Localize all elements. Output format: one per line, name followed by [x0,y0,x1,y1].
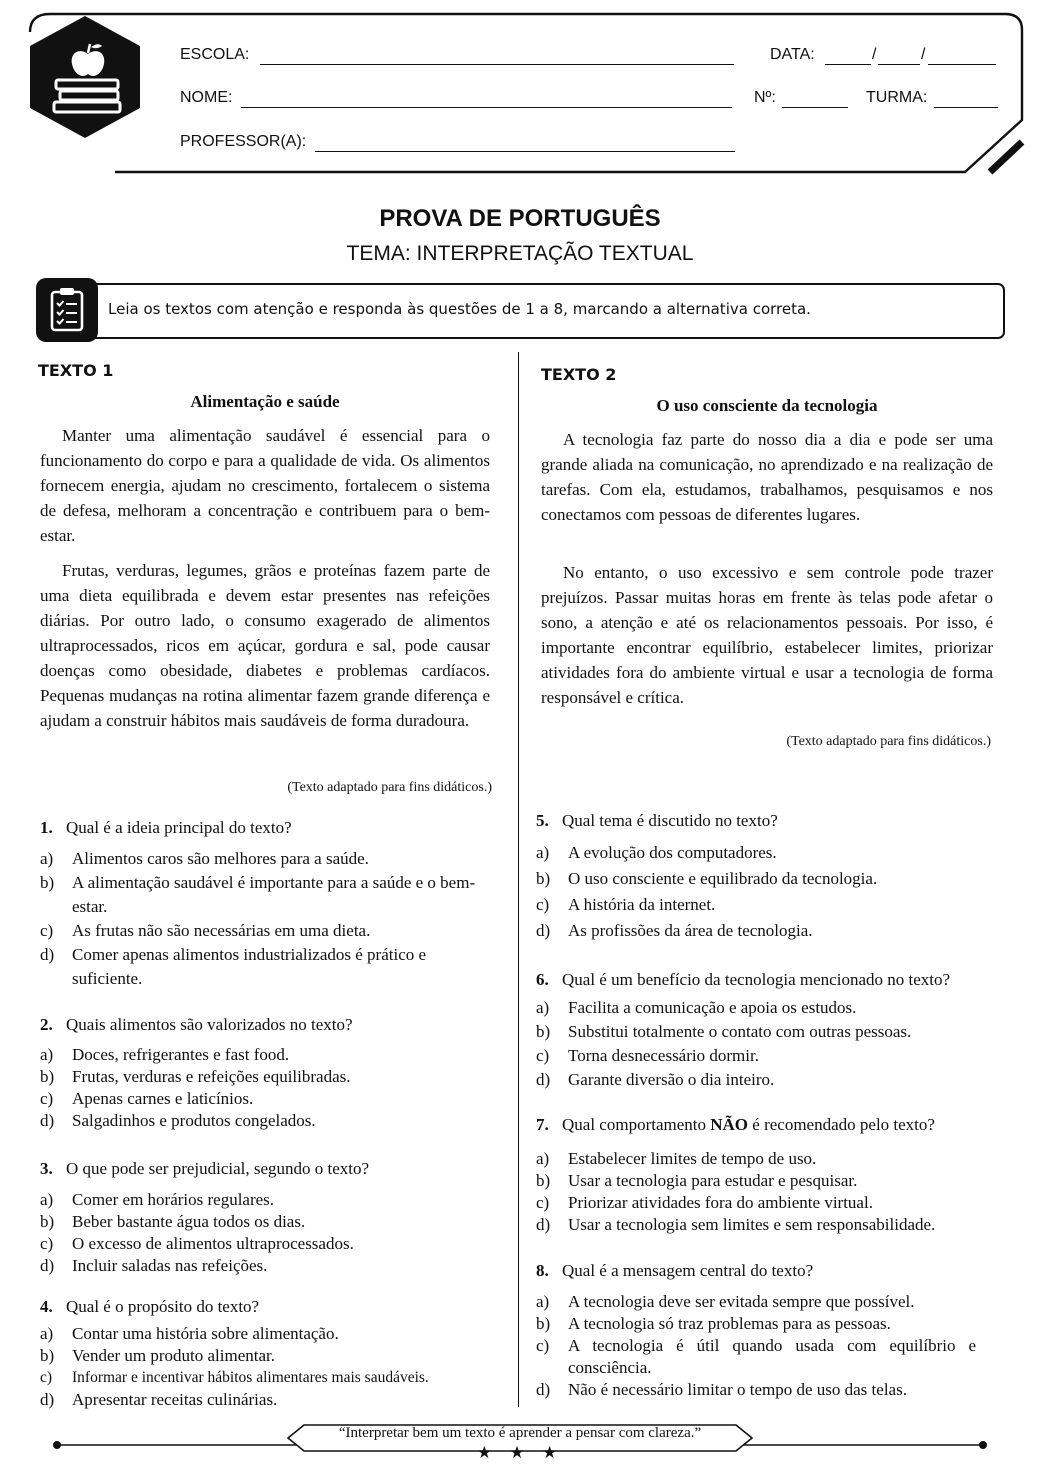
texto1-source: (Texto adaptado para fins didáticos.) [287,780,492,795]
instruction-text: Leia os textos com atenção e responda às questões de 1 a 8, marcando a alternativa correta. [108,300,811,318]
option-text: O uso consciente e equilibrado da tecnologia. [568,869,878,888]
option-letter: b) [536,1022,551,1041]
professor-label: PROFESSOR(A): [180,133,307,150]
question-number: 4. [40,1297,53,1316]
texto1-label: TEXTO 1 [38,361,114,380]
texto2-source: (Texto adaptado para fins didáticos.) [786,734,991,749]
option-letter: a) [536,1149,550,1168]
texto1-paragraph: Frutas, verduras, legumes, grãos e proteínas fazem parte de uma dieta equilibrada e devem estar presentes nas refeições diárias. Por outro lado, o consumo exagerado de alimentos ultraprocessados, ricos em açúcar, gordura e sal, pode causar doenças como obesidade, diabetes e problemas cardíacos. Pequenas mudanças na rotina alimentar fazem grande diferença e ajudam a construir hábitos mais saudáveis de forma duradoura. [40,561,490,730]
option-text: Frutas, verduras e refeições equilibradas. [72,1067,351,1086]
instruction-badge [36,278,98,342]
option-text: As profissões da área de tecnologia. [568,921,813,940]
professor-field[interactable] [315,151,735,152]
option-letter: b) [40,1212,55,1231]
data-day-field[interactable] [825,64,871,65]
option-a[interactable] [40,1189,500,1211]
option-text: Vender um produto alimentar. [72,1346,276,1365]
option-letter: c) [40,921,54,940]
escola-label: ESCOLA: [180,46,250,63]
nome-field[interactable] [241,107,732,108]
question-8-options [536,1291,976,1401]
clipboard-icon [36,278,98,342]
question-7-options [536,1148,1006,1236]
option-text: O excesso de alimentos ultraprocessados. [72,1234,354,1253]
option-letter: d) [536,1215,551,1234]
option-letter: d) [40,1390,55,1409]
question-4-options [40,1323,510,1411]
question-number: 6. [536,970,549,989]
option-text: Apenas carnes e laticínios. [72,1089,254,1108]
question-3-options [40,1189,500,1277]
option-text: Contar uma história sobre alimentação. [72,1324,339,1343]
question-number: 1. [40,818,53,837]
option-text: Informar e incentivar hábitos alimentares mais saudáveis. [72,1369,429,1386]
option-text: A tecnologia é útil quando usada com equilíbrio e consciência. [568,1336,976,1377]
option-letter: a) [40,1190,54,1209]
nome-label: NOME: [180,89,233,106]
question-text: O que pode ser prejudicial, segundo o texto? [66,1159,370,1178]
option-letter: c) [536,1336,550,1355]
option-c[interactable] [536,1044,996,1068]
option-letter: b) [40,1067,55,1086]
page-subtitle: TEMA: INTERPRETAÇÃO TEXTUAL [346,242,694,265]
texto1-title: Alimentação e saúde [190,392,340,411]
option-letter: a) [40,1324,54,1343]
texto2-label: TEXTO 2 [541,365,617,384]
option-text: Salgadinhos e produtos congelados. [72,1111,316,1130]
option-a[interactable] [536,840,996,866]
option-text: Comer apenas alimentos industrializados é prático e suficiente. [72,945,427,988]
option-text: Apresentar receitas culinárias. [72,1390,278,1409]
escola-field[interactable] [260,64,734,65]
option-b[interactable] [40,871,488,919]
option-letter: a) [536,998,550,1017]
option-text: A evolução dos computadores. [568,843,777,862]
option-letter: d) [40,1256,55,1275]
option-d[interactable] [536,1068,996,1092]
option-letter: a) [40,1045,54,1064]
option-letter: d) [536,1380,551,1399]
question-3 [40,1159,500,1179]
question-number: 2. [40,1015,53,1034]
question-4 [40,1297,500,1317]
option-text: Estabelecer limites de tempo de uso. [568,1149,817,1168]
option-text: Usar a tecnologia sem limites e sem responsabilidade. [568,1215,936,1234]
data-separator: / [921,46,926,63]
option-text: A alimentação saudável é importante para a saúde e o bem-estar. [72,873,476,916]
option-letter: b) [536,1314,551,1333]
option-letter: b) [536,1171,551,1190]
option-letter: a) [536,1292,550,1311]
option-b[interactable] [536,866,996,892]
option-letter: c) [536,1046,550,1065]
option-b[interactable] [40,1345,510,1367]
option-letter: d) [40,1111,55,1130]
option-letter: c) [536,895,550,914]
option-b[interactable] [536,1020,996,1044]
question-text: Qual é um benefício da tecnologia mencionado no texto? [562,970,951,989]
question-text: Qual tema é discutido no texto? [562,811,778,830]
question-2 [40,1015,500,1035]
option-letter: d) [536,921,551,940]
texto2-paragraph: No entanto, o uso excessivo e sem controle pode trazer prejuízos. Passar muitas horas em frente às telas pode afetar o sono, a atenção e até os relacionamentos pessoais. Por isso, é importante encontrar equilíbrio, estabelecer limites, priorizar atividades fora do ambiente virtual e usar a tecnologia de forma responsável e crítica. [541,563,993,707]
option-text: A história da internet. [568,895,716,914]
option-b[interactable] [40,1066,500,1088]
option-text: Usar a tecnologia para estudar e pesquisar. [568,1171,858,1190]
option-letter: d) [40,945,55,964]
texto2-title: O uso consciente da tecnologia [656,396,878,415]
option-b[interactable] [40,1211,500,1233]
question-6 [536,970,1006,990]
question-text: Qual é o propósito do texto? [66,1297,260,1316]
question-5-options [536,840,996,944]
question-number: 5. [536,811,549,830]
question-number: 8. [536,1261,549,1280]
question-text: Qual comportamento [562,1115,711,1134]
option-text: Facilita a comunicação e apoia os estudos. [568,998,857,1017]
option-text: Torna desnecessário dormir. [568,1046,759,1065]
option-c[interactable] [536,892,996,918]
option-a[interactable] [40,1323,510,1345]
option-letter: c) [536,1193,550,1212]
data-month-field[interactable] [878,64,920,65]
question-2-options [40,1044,500,1132]
option-text: Alimentos caros são melhores para a saúde. [72,849,369,868]
option-d[interactable] [40,1255,500,1277]
option-letter: c) [40,1234,54,1253]
option-c[interactable] [40,919,488,943]
option-text: Comer em horários regulares. [72,1190,275,1209]
data-label: DATA: [770,46,815,63]
question-5 [536,811,996,831]
option-a[interactable] [536,996,996,1020]
option-text: Garante diversão o dia inteiro. [568,1070,775,1089]
question-1-options [40,847,488,991]
footer-quote: “Interpretar bem um texto é aprender a pensar com clareza.” [338,1425,702,1441]
question-8 [536,1261,996,1281]
option-c[interactable] [40,1233,500,1255]
option-d[interactable] [536,1214,1006,1236]
data-year-field[interactable] [928,64,996,65]
option-a[interactable] [536,1291,976,1313]
question-number: 3. [40,1159,53,1178]
option-c[interactable] [536,1335,976,1379]
option-c[interactable] [40,1088,500,1110]
option-letter: a) [40,849,54,868]
option-letter: d) [536,1070,551,1089]
turma-field[interactable] [934,107,998,108]
option-letter: a) [536,843,550,862]
data-separator: / [872,46,877,63]
option-text: A tecnologia só traz problemas para as pessoas. [568,1314,891,1333]
option-c[interactable] [40,1367,510,1389]
option-a[interactable] [40,847,488,871]
question-6-options [536,996,996,1092]
question-text: Qual é a ideia principal do texto? [66,818,292,837]
texto2-paragraph: A tecnologia faz parte do nosso dia a dia e pode ser uma grande aliada na comunicação, no aprendizado e na realização de tarefas. Com ela, estudamos, trabalhamos, pesquisamos e nos conectamos com pessoas de diferentes lugares. [541,430,993,524]
question-text: Qual é a mensagem central do texto? [562,1261,814,1280]
option-letter: b) [40,873,55,892]
question-1 [40,818,500,838]
option-b[interactable] [536,1170,1006,1192]
option-a[interactable] [40,1044,500,1066]
numero-label: Nº: [754,89,776,106]
option-text: Substitui totalmente o contato com outras pessoas. [568,1022,912,1041]
texto1-paragraph: Manter uma alimentação saudável é essencial para o funcionamento do corpo e para a qualidade de vida. Os alimentos fornecem energia, ajudam no crescimento, fortalecem o sistema de defesa, melhoram a concentração e contribuem para o bem-estar. [40,426,490,545]
option-letter: c) [40,1089,54,1108]
question-7 [536,1115,1006,1135]
option-letter: b) [536,869,551,888]
school-logo [30,16,140,138]
option-d[interactable] [536,918,996,944]
question-text: é recomendado pelo texto? [748,1115,935,1134]
option-a[interactable] [536,1148,1006,1170]
numero-field[interactable] [782,107,848,108]
question-text: Quais alimentos são valorizados no texto? [66,1015,353,1034]
question-number: 7. [536,1115,549,1134]
option-text: As frutas não são necessárias em uma dieta. [72,921,371,940]
option-b[interactable] [536,1313,976,1335]
option-letter: b) [40,1346,55,1365]
option-c[interactable] [536,1192,1006,1214]
option-text: Priorizar atividades fora do ambiente virtual. [568,1193,873,1212]
option-text: Doces, refrigerantes e fast food. [72,1045,290,1064]
option-text: Beber bastante água todos os dias. [72,1212,306,1231]
turma-label: TURMA: [866,89,928,106]
page-title: PROVA DE PORTUGUÊS [379,205,661,232]
option-d[interactable] [40,1110,500,1132]
option-d[interactable] [40,943,488,991]
question-emphasis: NÃO [710,1115,749,1134]
option-text: Não é necessário limitar o tempo de uso das telas. [568,1380,907,1399]
column-divider [518,352,519,1407]
option-text: Incluir saladas nas refeições. [72,1256,268,1275]
footer-stars: ★ ★ ★ [476,1443,564,1463]
option-letter: c) [40,1369,53,1386]
option-text: A tecnologia deve ser evitada sempre que possível. [568,1292,915,1311]
option-d[interactable] [536,1379,976,1401]
